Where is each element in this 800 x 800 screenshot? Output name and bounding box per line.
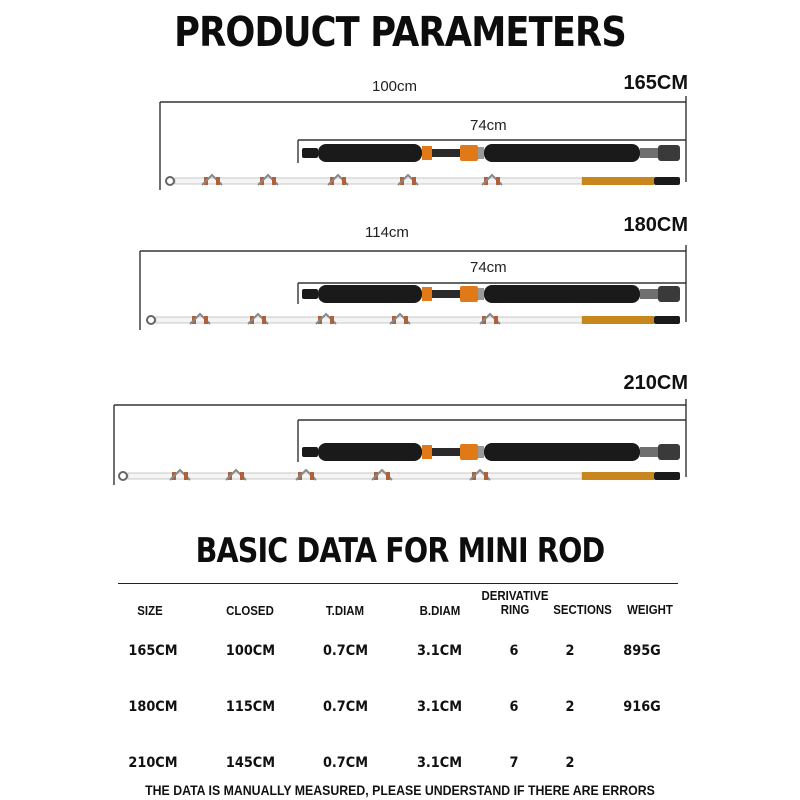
guide-wrap <box>330 316 334 324</box>
rear-grip <box>318 144 422 162</box>
decorative-wrap <box>582 177 654 185</box>
rod-size-label: 180CM <box>623 214 688 236</box>
gimbal-end <box>658 444 680 460</box>
cell-t-diam: 0.7CM <box>322 699 369 715</box>
cell-size: 165CM <box>128 643 178 659</box>
orange-reel-collar <box>460 286 478 302</box>
table-divider <box>118 583 678 584</box>
orange-reel-collar <box>460 444 478 460</box>
cell-size: 180CM <box>128 699 178 715</box>
guide-wrap <box>262 316 266 324</box>
tip-top-guide <box>147 316 155 324</box>
header-sections: SECTIONS <box>553 602 612 617</box>
rod-size-label: 165CM <box>623 72 688 94</box>
butt-cap <box>302 148 318 158</box>
cell-weight: 916G <box>623 699 661 715</box>
fore-grip <box>484 144 640 162</box>
cell-weight: 895G <box>623 643 661 659</box>
table-title: BASIC DATA FOR MINI ROD <box>195 531 605 571</box>
handle-length-label: 74cm <box>470 117 507 134</box>
tip-butt <box>654 177 680 185</box>
guide-wrap <box>404 316 408 324</box>
total-length-label: 100cm <box>372 78 418 95</box>
cell-closed: 115CM <box>225 699 276 715</box>
reel-seat-gap <box>432 290 460 298</box>
rod-blank <box>175 178 582 184</box>
cell-b-diam: 3.1CM <box>416 643 463 659</box>
tip-top-guide <box>119 472 127 480</box>
gimbal-end <box>658 145 680 161</box>
orange-ferrule <box>422 445 432 459</box>
reel-seat-gap <box>432 448 460 456</box>
total-length-label: 114cm <box>365 224 409 241</box>
cell-size: 210CM <box>128 755 178 771</box>
header-t-diam: T.DIAM <box>325 603 365 618</box>
tip-top-guide <box>166 177 174 185</box>
guide-wrap <box>342 177 346 185</box>
guide-wrap <box>412 177 416 185</box>
guide-wrap <box>484 472 488 480</box>
cell-t-diam: 0.7CM <box>322 755 369 771</box>
cell-closed: 100CM <box>225 643 276 659</box>
cell-b-diam: 3.1CM <box>416 699 463 715</box>
cell-ring: 7 <box>509 755 519 771</box>
cell-closed: 145CM <box>225 755 276 771</box>
guide-wrap <box>240 472 244 480</box>
butt-cap <box>302 447 318 457</box>
header-weight: WEIGHT <box>627 602 673 617</box>
cell-t-diam: 0.7CM <box>322 643 369 659</box>
winding-check <box>640 447 658 457</box>
tip-butt <box>654 316 680 324</box>
handle-length-label: 74cm <box>470 259 507 276</box>
header-b-diam: B.DIAM <box>419 603 461 618</box>
butt-cap <box>302 289 318 299</box>
reel-seat-gap <box>432 149 460 157</box>
orange-ferrule <box>422 287 432 301</box>
guide-wrap <box>494 316 498 324</box>
header-closed: CLOSED <box>226 603 274 618</box>
orange-reel-collar <box>460 145 478 161</box>
page-title: PRODUCT PARAMETERS <box>174 8 626 56</box>
cell-ring: 6 <box>509 643 519 659</box>
header-ring: RING <box>500 602 530 617</box>
disclaimer-footnote: THE DATA IS MANUALLY MEASURED, PLEASE UNDERSTAND IF THERE ARE ERRORS <box>145 782 655 798</box>
cell-sections: 2 <box>565 699 575 715</box>
orange-ferrule <box>422 146 432 160</box>
tip-butt <box>654 472 680 480</box>
cell-sections: 2 <box>565 755 575 771</box>
cell-sections: 2 <box>565 643 575 659</box>
guide-wrap <box>204 316 208 324</box>
rod-blank <box>156 317 582 323</box>
guide-wrap <box>310 472 314 480</box>
gimbal-end <box>658 286 680 302</box>
guide-wrap <box>216 177 220 185</box>
rear-grip <box>318 443 422 461</box>
guide-wrap <box>184 472 188 480</box>
rear-grip <box>318 285 422 303</box>
header-size: SIZE <box>137 603 163 618</box>
winding-check <box>640 289 658 299</box>
guide-wrap <box>272 177 276 185</box>
decorative-wrap <box>582 472 654 480</box>
header-derivative: DERIVATIVE <box>481 588 549 603</box>
cell-ring: 6 <box>509 699 519 715</box>
decorative-wrap <box>582 316 654 324</box>
guide-wrap <box>496 177 500 185</box>
fore-grip <box>484 443 640 461</box>
fore-grip <box>484 285 640 303</box>
rod-blank <box>128 473 582 479</box>
guide-wrap <box>386 472 390 480</box>
reel-seat-ring <box>478 288 484 300</box>
winding-check <box>640 148 658 158</box>
reel-seat-ring <box>478 147 484 159</box>
reel-seat-ring <box>478 446 484 458</box>
rod-size-label: 210CM <box>623 372 688 394</box>
cell-b-diam: 3.1CM <box>416 755 463 771</box>
